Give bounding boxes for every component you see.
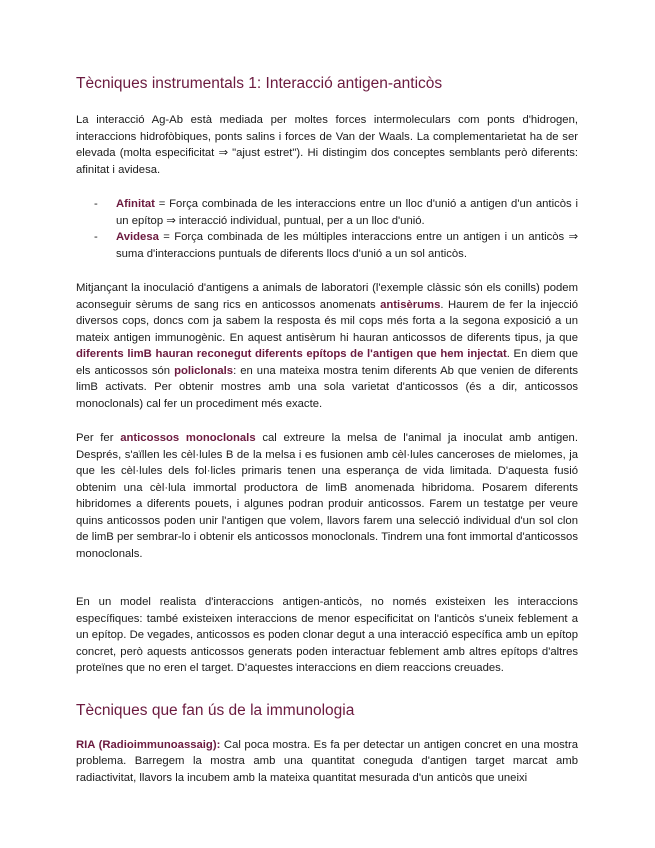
- text-run: . Haurem de fer la injecció diversos cops, doncs com ja sabem la resposta és mil cops més forta a la segona exposició a un mateix antigen immunogènic. En aquest antisèrum hi hauran anticossos de diferents tipus, ja que: [76, 298, 579, 344]
- text-run: Mitjançant la inoculació d'antigens a animals de laboratori (l'exemple clàssic són els conills) podem aconseguir sèrums de sang rics en anticossos anomenats: [76, 282, 578, 311]
- definition-afinitat-text: = Força combinada de les interaccions entre un lloc d'unió a antigen d'un anticòs i un epítop ⇒ interacció individual, puntual, per a un lloc d'unió.: [116, 198, 578, 227]
- monoclonal-paragraph: [76, 430, 578, 562]
- ria-text: Cal poca mostra. Es fa per detectar un antigen concret en una mostra problema. Barregem la mostra amb una quantitat coneguda d'antigen target marcat amb radiactivitat, llavors la incubem amb la mateixa quantitat mesurada d'un anticòs que uneixi: [76, 738, 578, 784]
- definition-avidesa: [76, 229, 578, 262]
- term-antiserums: antisèrums: [380, 298, 441, 311]
- definition-avidesa-text: = Força combinada de les múltiples interaccions entre un antigen i un anticòs ⇒ suma d'interaccions puntuals de diferents llocs d'unió a un sol anticòs.: [116, 231, 578, 260]
- list-dash: -: [94, 231, 98, 243]
- term-avidesa: Avidesa: [116, 231, 159, 243]
- definitions-list: [76, 196, 578, 262]
- document-content: [76, 74, 578, 804]
- term-policlonals: policlonals: [174, 364, 234, 377]
- term-ria: RIA (Radioimmunoassaig):: [76, 738, 221, 751]
- cross-reactions-paragraph: En un model realista d'interaccions antigen-anticòs, no només existeixen les interaccions específiques: també existeixen interaccions de menor especificitat on l'anticòs s'uneix feblement a un epítop. De vegades, anticossos es poden clonar degut a una interacció específica amb un epítop concret, però aquests anticossos generats poden interactuar feblement amb altres epítops d'altres proteïnes que no eren el target. D'aquestes interaccions en diem reaccions creuades.: [76, 596, 578, 674]
- ria-paragraph: [76, 737, 578, 787]
- text-run: : en una mateixa mostra tenim diferents Ab que venien de diferents limB activats. Per obtenir mostres amb una sola varietat d'anticossos (és a dir, anticossos monoclonals) cal fer un procediment més exacte.: [76, 364, 578, 410]
- section-title-interaccio: Tècniques instrumentals 1: Interacció antigen-anticòs: [76, 75, 443, 92]
- definition-afinitat: [76, 196, 578, 229]
- section-title-tecniques: Tècniques que fan ús de la immunologia: [76, 701, 355, 719]
- antiserum-paragraph: [76, 280, 578, 412]
- highlight-epitops: diferents limB hauran reconegut diferents epítops de l'antigen que hem injectat: [76, 348, 507, 360]
- term-afinitat: Afinitat: [116, 198, 155, 210]
- intro-paragraph: La interacció Ag-Ab està mediada per moltes forces intermoleculars com ponts d'hidrogen, interaccions hidrofòbiques, ponts salins i forces de Van der Waals. La complementarietat ha de ser elevada (molta especificitat ⇒ "ajust estret"). Hi distingim dos conceptes semblants però diferents: afinitat i avidesa.: [76, 114, 578, 176]
- list-dash: -: [94, 198, 98, 210]
- text-run: Per fer: [76, 432, 121, 444]
- term-anticossos-monoclonals: anticossos monoclonals: [120, 432, 256, 444]
- text-run: . En diem que els anticossos són: [76, 348, 578, 377]
- spacer: [76, 580, 578, 594]
- text-run: cal extreure la melsa de l'animal ja inoculat amb antigen. Després, s'aïllen les cèl·lules B de la melsa i es fusionen amb cèl·lules canceroses de mielomes, ja que les cèl·lules dels fol·licles primaris tenen una esperança de vida limitada. D'aquesta fusió obtenim una cèl·lula immortal productora de limB anomenada hibridoma. Posarem diferents hibridomes a diferents pouets, i algunes podran produir anticossos. Farem un testatge per veure quins anticossos poden unir l'antigen que volem, llavors farem una selecció individual d'un sol clon de limB per sembrar-lo i obtenir els anticossos monoclonals. Tindrem una font immortal d'anticossos monoclonals.: [76, 432, 578, 560]
